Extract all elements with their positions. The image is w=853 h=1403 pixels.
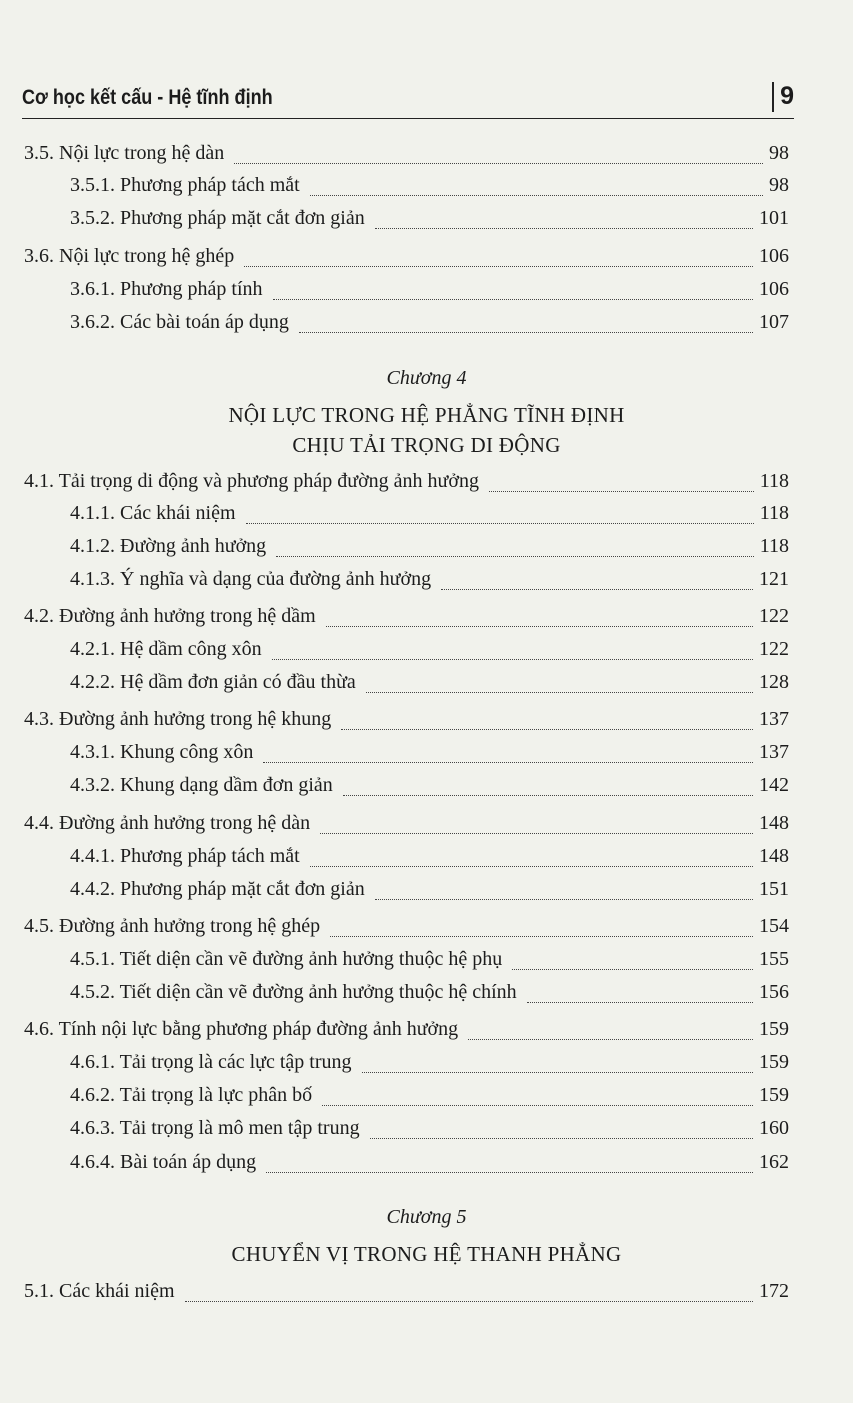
toc-entry-page: 159 — [759, 1051, 789, 1073]
toc-entry-label: 3.5. Nội lực trong hệ dàn — [24, 142, 225, 164]
toc-entry-page: 122 — [759, 638, 789, 660]
toc-entry — [70, 1084, 789, 1112]
toc-leader-dots — [263, 762, 753, 763]
toc-entry — [70, 278, 789, 306]
toc-entry — [70, 1117, 789, 1145]
toc-leader-dots — [375, 899, 753, 900]
toc-entry-label: 4.6. Tính nội lực bằng phương pháp đường ảnh hưởng — [24, 1018, 459, 1040]
toc-entry — [70, 774, 789, 802]
toc-leader-dots — [234, 163, 763, 164]
toc-entry-label: 3.5.2. Phương pháp mặt cắt đơn giản — [70, 207, 365, 229]
toc-entry-label: 4.3. Đường ảnh hưởng trong hệ khung — [24, 708, 332, 730]
toc-entry-label: 4.2.2. Hệ dầm đơn giản có đầu thừa — [70, 671, 356, 693]
toc-entry-page: 154 — [759, 915, 789, 937]
toc-entry-page: 106 — [759, 278, 789, 300]
toc-leader-dots — [489, 491, 754, 492]
toc-entry — [70, 1051, 789, 1079]
toc-leader-dots — [272, 659, 753, 660]
toc-entry — [70, 948, 789, 976]
toc-leader-dots — [468, 1039, 753, 1040]
chapter-label: Chương 4 — [386, 367, 467, 389]
toc-leader-dots — [299, 332, 753, 333]
toc-leader-dots — [310, 866, 753, 867]
toc-entry — [24, 245, 789, 273]
toc-leader-dots — [330, 936, 753, 937]
toc-leader-dots — [185, 1301, 753, 1302]
toc-entry — [70, 638, 789, 666]
toc-entry — [70, 981, 789, 1009]
toc-entry-label: 4.1.3. Ý nghĩa và dạng của đường ảnh hưởng — [70, 568, 432, 590]
toc-entry-page: 128 — [759, 671, 789, 693]
toc-entry — [70, 502, 789, 530]
toc-entry — [70, 741, 789, 769]
toc-entry — [70, 878, 789, 906]
toc-entry-page: 155 — [759, 948, 789, 970]
toc-entry-label: 3.6.2. Các bài toán áp dụng — [70, 311, 289, 333]
toc-entry-page: 137 — [759, 741, 789, 763]
toc-entry — [24, 812, 789, 840]
toc-leader-dots — [341, 729, 753, 730]
toc-leader-dots — [343, 795, 753, 796]
toc-entry-label: 4.6.2. Tải trọng là lực phân bố — [70, 1084, 313, 1106]
toc-entry-label: 4.1.2. Đường ảnh hưởng — [70, 535, 267, 557]
toc-entry-label: 4.6.3. Tải trọng là mô men tập trung — [70, 1117, 360, 1139]
toc-entry-page: 148 — [759, 812, 789, 834]
toc-entry — [70, 174, 789, 202]
toc-leader-dots — [266, 1172, 753, 1173]
toc-entry-label: 4.2.1. Hệ dầm công xôn — [70, 638, 262, 660]
toc-entry-label: 4.1. Tải trọng di động và phương pháp đường ảnh hưởng — [24, 470, 479, 492]
toc-entry-label: 4.6.4. Bài toán áp dụng — [70, 1151, 257, 1173]
toc-entry — [70, 671, 789, 699]
toc-entry-label: 4.5.1. Tiết diện cần vẽ đường ảnh hưởng thuộc hệ phụ — [70, 948, 503, 970]
page-number: 9 — [772, 82, 794, 112]
chapter-title: NỘI LỰC TRONG HỆ PHẲNG TĨNH ĐỊNH — [228, 403, 625, 427]
toc-leader-dots — [512, 969, 753, 970]
toc-entry-page: 151 — [759, 878, 789, 900]
toc-entry-label: 4.4.1. Phương pháp tách mắt — [70, 845, 300, 867]
toc-entry-page: 142 — [759, 774, 789, 796]
toc-entry — [70, 568, 789, 596]
toc-entry-label: 4.4.2. Phương pháp mặt cắt đơn giản — [70, 878, 365, 900]
toc-entry-page: 160 — [759, 1117, 789, 1139]
toc-entry — [24, 1018, 789, 1046]
toc-entry-page: 107 — [759, 311, 789, 333]
toc-entry — [24, 708, 789, 736]
toc-entry-label: 4.5.2. Tiết diện cần vẽ đường ảnh hưởng thuộc hệ chính — [70, 981, 517, 1003]
toc-entry-label: 4.5. Đường ảnh hưởng trong hệ ghép — [24, 915, 321, 937]
chapter-label: Chương 5 — [386, 1206, 467, 1228]
toc-leader-dots — [326, 626, 753, 627]
toc-leader-dots — [441, 589, 753, 590]
toc-entry — [70, 535, 789, 563]
toc-entry-page: 98 — [769, 174, 789, 196]
toc-leader-dots — [276, 556, 754, 557]
toc-entry — [24, 605, 789, 633]
toc-entry-label: 3.5.1. Phương pháp tách mắt — [70, 174, 300, 196]
toc-leader-dots — [362, 1072, 754, 1073]
toc-entry-label: 5.1. Các khái niệm — [24, 1280, 175, 1302]
toc-entry-page: 122 — [759, 605, 789, 627]
toc-entry-page: 121 — [759, 568, 789, 590]
chapter-title: CHUYỂN VỊ TRONG HỆ THANH PHẲNG — [231, 1242, 622, 1266]
toc-leader-dots — [320, 833, 753, 834]
toc-entry — [24, 915, 789, 943]
toc-leader-dots — [375, 228, 753, 229]
toc-entry-page: 162 — [759, 1151, 789, 1173]
toc-entry-page: 172 — [759, 1280, 789, 1302]
toc-entry-label: 4.1.1. Các khái niệm — [70, 502, 236, 524]
toc-entry — [70, 207, 789, 235]
toc-entry-page: 118 — [759, 470, 789, 492]
toc-entry-label: 4.2. Đường ảnh hưởng trong hệ dầm — [24, 605, 316, 627]
toc-entry-label: 3.6. Nội lực trong hệ ghép — [24, 245, 235, 267]
toc-leader-dots — [244, 266, 753, 267]
toc-entry-label: 3.6.1. Phương pháp tính — [70, 278, 263, 300]
toc-entry — [24, 142, 789, 170]
toc-entry — [70, 845, 789, 873]
toc-entry-page: 106 — [759, 245, 789, 267]
toc-leader-dots — [370, 1138, 753, 1139]
toc-entry-label: 4.3.2. Khung dạng dầm đơn giản — [70, 774, 333, 796]
toc-entry-page: 159 — [759, 1018, 789, 1040]
toc-entry — [24, 1280, 789, 1308]
toc-leader-dots — [273, 299, 753, 300]
toc-leader-dots — [246, 523, 754, 524]
toc-leader-dots — [527, 1002, 753, 1003]
toc-entry-page: 156 — [759, 981, 789, 1003]
toc-entry-page: 148 — [759, 845, 789, 867]
toc-leader-dots — [322, 1105, 753, 1106]
toc-entry-page: 101 — [759, 207, 789, 229]
toc-leader-dots — [366, 692, 753, 693]
toc-entry — [70, 1151, 789, 1179]
toc-entry — [24, 470, 789, 498]
toc-entry-page: 118 — [759, 502, 789, 524]
toc-entry-page: 98 — [769, 142, 789, 164]
toc-entry — [70, 311, 789, 339]
toc-entry-page: 137 — [759, 708, 789, 730]
book-title: Cơ học kết cấu - Hệ tĩnh định — [22, 86, 273, 109]
toc-entry-label: 4.3.1. Khung công xôn — [70, 741, 254, 763]
toc-leader-dots — [310, 195, 763, 196]
toc-entry-page: 118 — [759, 535, 789, 557]
toc-entry-page: 159 — [759, 1084, 789, 1106]
toc-entry-label: 4.6.1. Tải trọng là các lực tập trung — [70, 1051, 352, 1073]
toc-entry-label: 4.4. Đường ảnh hưởng trong hệ dàn — [24, 812, 311, 834]
chapter-title: CHỊU TẢI TRỌNG DI ĐỘNG — [292, 433, 561, 457]
